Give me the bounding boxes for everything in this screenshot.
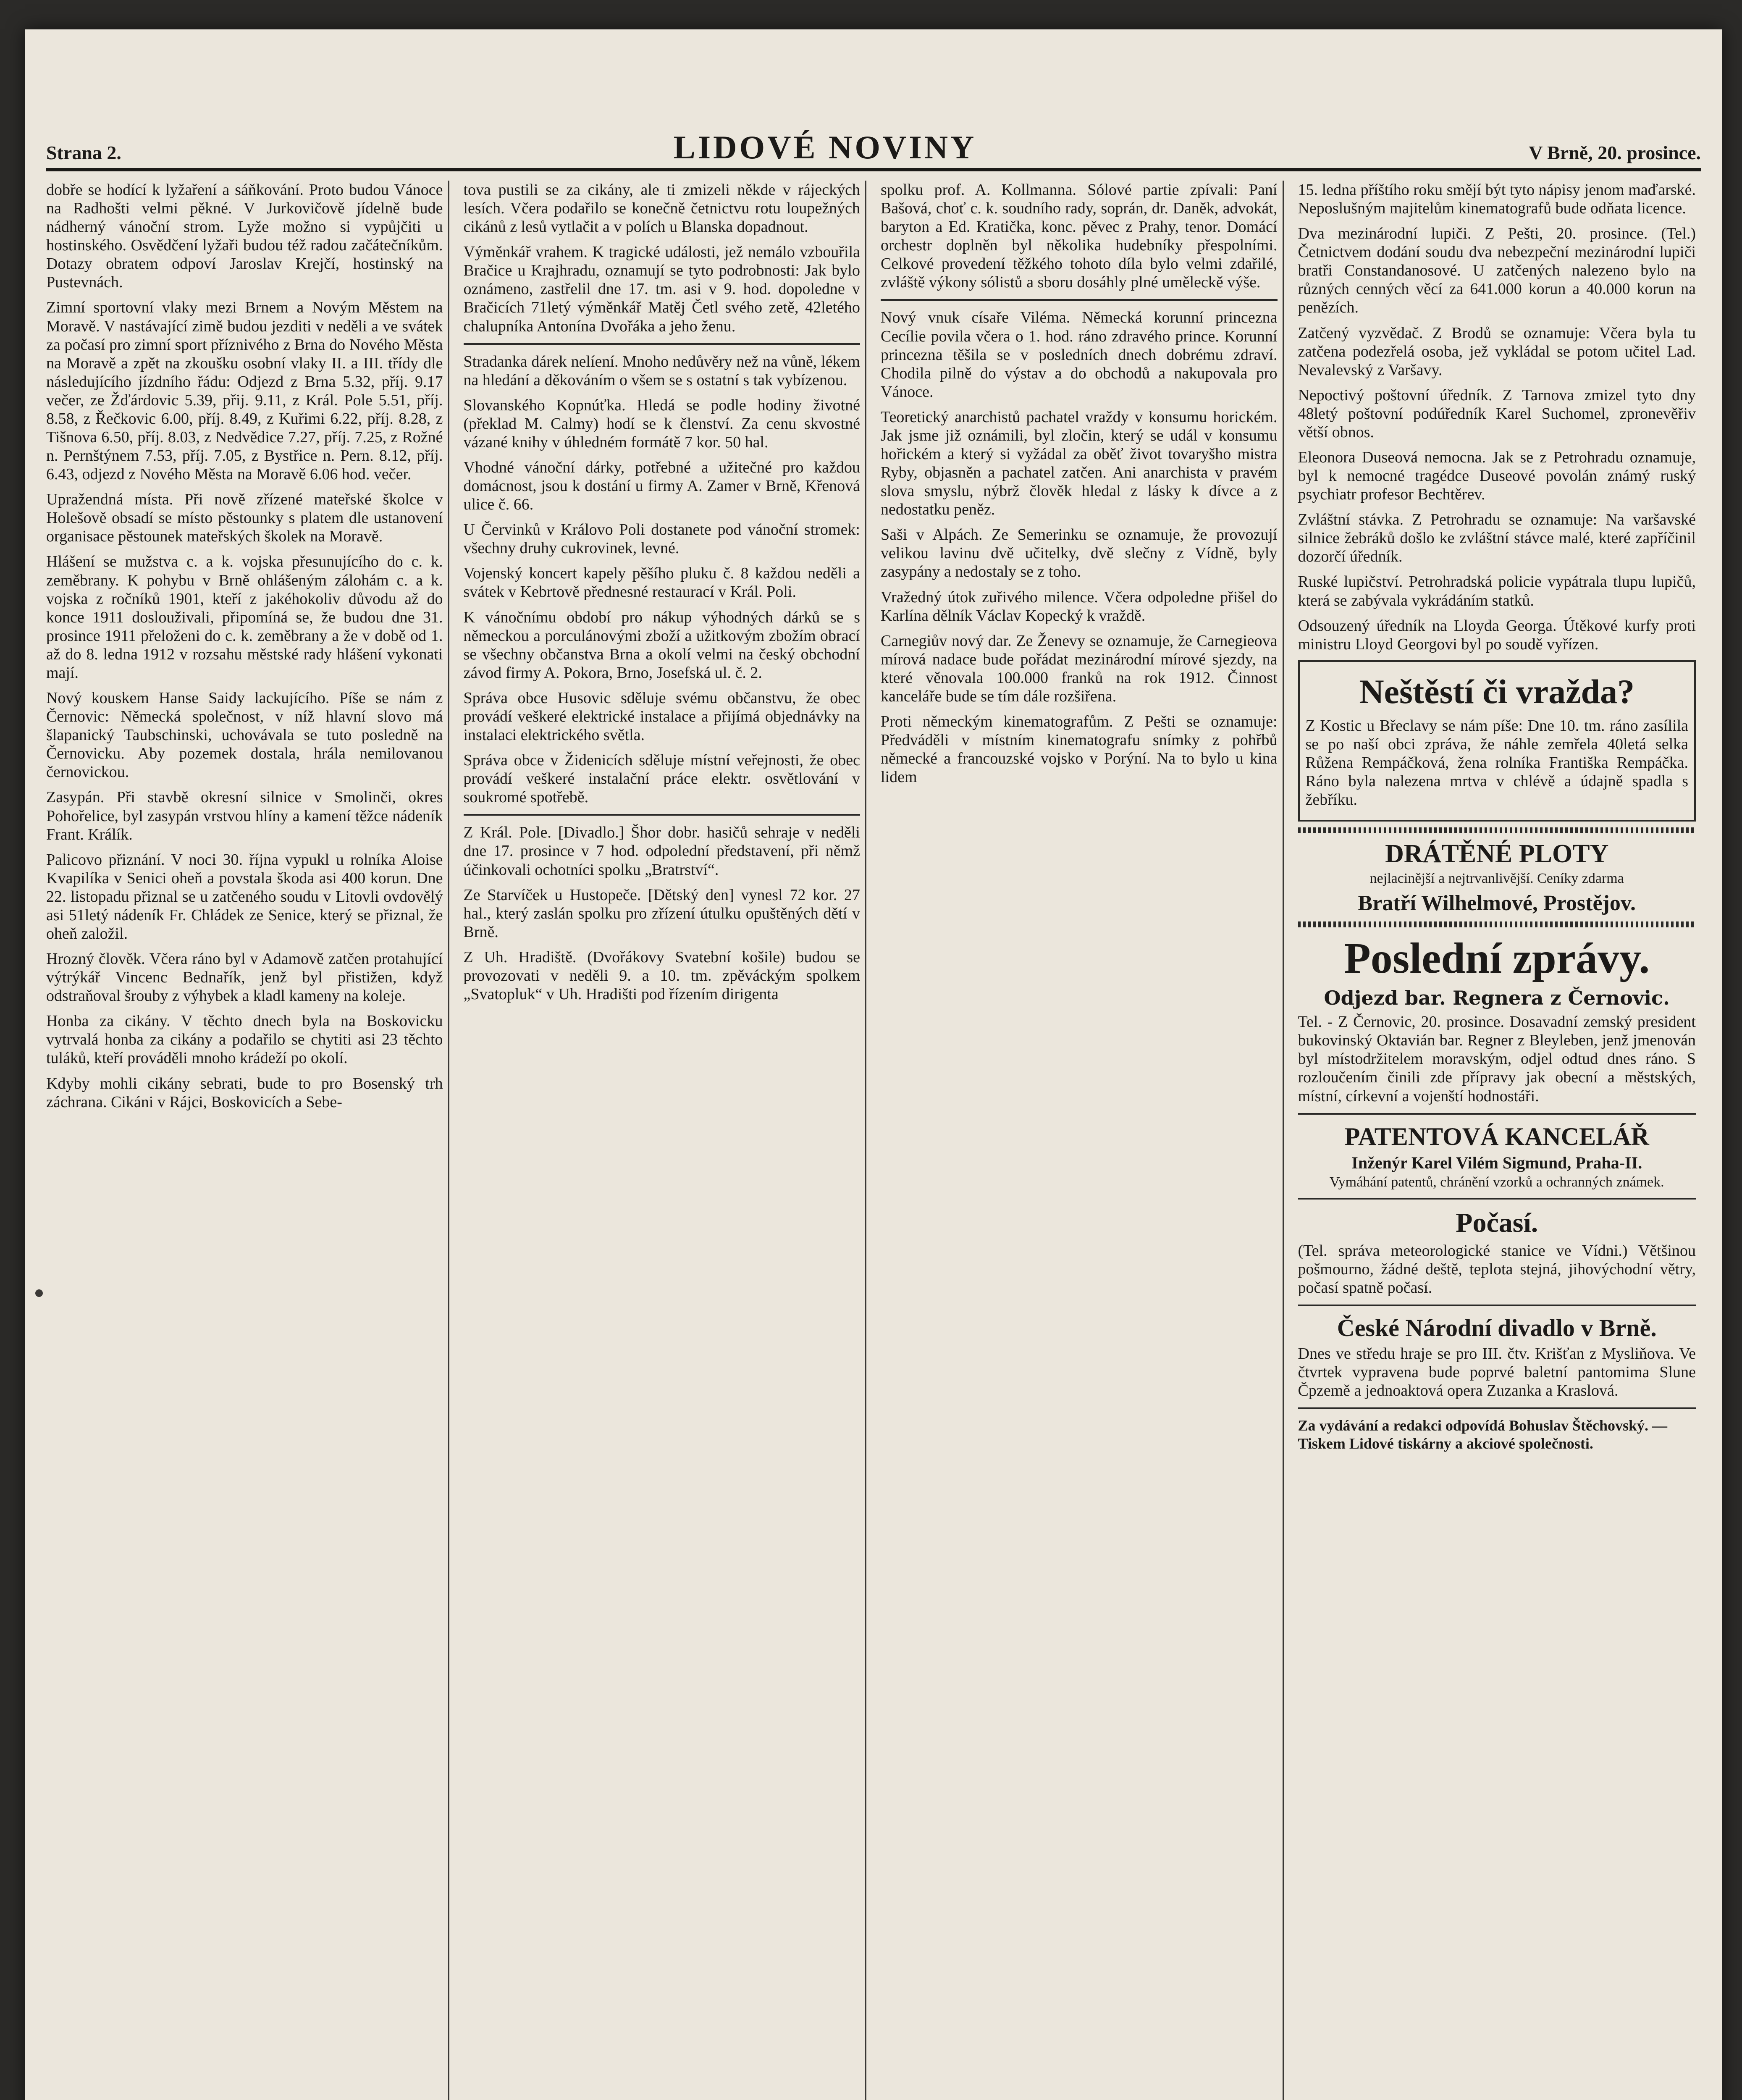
- page-header: [46, 126, 1701, 171]
- divider: [464, 814, 861, 816]
- article-paragraph: U Červinků v Královo Poli dostanete pod vánoční stromek: všechny druhy cukrovinek, levné.: [463, 521, 860, 557]
- article-paragraph: Ze Starvíček u Hustopeče. [Dětský den] vynesl 72 kor. 27 hal., který zaslán spolku pro zřízení útulku opuštěných dětí v Brně.: [463, 886, 860, 941]
- article-columns: [46, 181, 1701, 2100]
- article-paragraph: dobře se hodící k lyžaření a sáňkování. Proto budou Vánoce na Radhošti velmi pěkné. V Jurkovičově jídelně bude nádherný vánoční strom. Lyže možno si vypůjčiti u hostinského. Osvědčení lyžaři budou též radou začátečníkům. Dotazy obratem odpoví Jaroslav Krejčí, hostinský na Pustevnách.: [46, 181, 443, 291]
- article-paragraph: Saši v Alpách. Ze Semerinku se oznamuje, že provozují velikou lavinu dvě učitelky, dvě slečny z Vídně, byly zasypány a nedostaly se z toho.: [881, 526, 1278, 581]
- column-2: [464, 181, 867, 2100]
- article-paragraph: 15. ledna příštího roku smějí být tyto nápisy jenom maďarské. Neposlušným majitelům kinematografů bude odňata licence.: [1298, 181, 1696, 218]
- hatched-divider: [1298, 921, 1696, 927]
- column-3: [881, 181, 1284, 2100]
- article-paragraph: Vojenský koncert kapely pěšího pluku č. 8 každou neděli a svátek v Kebrtově přednesné restaurací v Král. Poli.: [463, 564, 860, 601]
- ad-fences-note: nejlacinější a nejtrvanlivější. Ceníky zdarma: [1369, 871, 1624, 887]
- article-paragraph: Proti německým kinematografům. Z Pešti se oznamuje: Předváděli v místním kinematografu snímky z pohřbů německé a francouzské vojsko v Porýní. Na to bylo u kina lidem: [881, 713, 1278, 786]
- article-paragraph: Nový kouskem Hanse Saidy lackujícího. Píše se nám z Černovic: Německá společnost, v níž hlavní slovo má šlapanický Taubschinski, uchovávala se tuto posledně na Černovicku. Aby pozemek dostala, hrála nemilovanou černovickou.: [46, 689, 443, 781]
- article-paragraph: Kdyby mohli cikány sebrati, bude to pro Bosenský trh záchrana. Cikáni v Rájci, Boskovicích a Sebe-: [46, 1074, 443, 1111]
- article-paragraph: Upražendná místa. Při nově zřízené mateřské školce v Holešově obsadí se místo pěstounky s platem dle ustanovení organisace pěstounek mateřských školek na Moravě.: [46, 491, 443, 546]
- article-paragraph: Zasypán. Při stavbě okresní silnice v Smolinči, okres Pohořelice, byl zasypán vrstvou hlíny a kamení těžce nádeník Frant. Králík.: [46, 788, 443, 843]
- divider: [881, 299, 1278, 301]
- weather-headline: Počasí.: [1456, 1207, 1538, 1238]
- article-paragraph: Zvláštní stávka. Z Petrohradu se oznamuje: Na varšavské silnice žebráků došlo ke zvláštní stávce malé, které zapříčinil dozorčí úředník.: [1298, 511, 1696, 566]
- article-paragraph: Teoretický anarchistů pachatel vraždy v konsumu horickém. Jak jsme již oznámili, byl zločin, který se udál v konsumu hořickém a který si vyžádal za oběť život tovaryšho mistra Ryby, objasněn a pachatel zatčen. Ani anarchista v pravém slova smyslu, nýbrž člověk hledal z lásky k dívce a z nedostatku peněz.: [881, 408, 1278, 519]
- neshtesti-text: Z Kostic u Břeclavy se nám píše: Dne 10. tm. ráno zasílila se po naší obci zpráva, že náhle zemřela 40letá selka Růžena Rempáčková, žena rolníka Františka Rempáčka. Ráno byla nalezena mrtva v chlévě a údajně spadla s žebříku.: [1305, 717, 1688, 809]
- column-1: [46, 181, 449, 2100]
- article-paragraph: Výměnkář vrahem. K tragické události, jež nemálo vzbouřila Bračice u Krajhradu, oznamují se tyto podrobnosti: Jak bylo oznámeno, zastřelil dne 17. tm. asi v 9. hod. dopoledne v Bračicích 71letý výměnkář Matěj Četl svého zetě, 42letého chalupníka Antonína Dvořáka a jeho ženu.: [463, 243, 860, 335]
- article-paragraph: Hlášení se mužstva c. a k. vojska přesunujícího do c. k. zeměbrany. K pohybu v Brně ohlášeným zálohám c. a k. vojska z ročníků 1901, kteří z jakéhokoliv důvodu až do konce 1911 doslouživali, připomíná se, že budou dne 31. prosince 1911 přeloženi do c. k. zeměbrany a že v době od 1. až do 8. ledna 1912 v rozsahu městské rady hlášení vykonati mají.: [46, 553, 443, 682]
- last-news-subheadline: Odjezd bar. Regnera z Černovic.: [1324, 987, 1670, 1010]
- article-paragraph: Správa obce Husovic sděluje svému občanstvu, že obec provádí veškeré elektrické instalace a přijímá objednávky na instalaci elektrického světla.: [463, 689, 860, 744]
- ad-fences-title: DRÁTĚNÉ PLOTY: [1385, 840, 1609, 869]
- divider: [1298, 1407, 1696, 1409]
- article-paragraph: Eleonora Duseová nemocna. Jak se z Petrohradu oznamuje, byl k nemocné tragédce Duseové povolán známý ruský psychiatr profesor Bechtěrev.: [1298, 449, 1696, 504]
- patent-office-services: Vymáhání patentů, chránění vzorků a ochranných známek.: [1329, 1174, 1664, 1190]
- newspaper-page: [25, 29, 1722, 2100]
- issue-date: V Brně, 20. prosince.: [1529, 142, 1701, 163]
- article-paragraph: Carnegiův nový dar. Ze Ženevy se oznamuje, že Carnegieova mírová nadace bude pořádat mezinárodní mírové sjezdy, na které věnovala 100.000 franků na rok 1912. Činnost kanceláře bude se tím dále rozšiřena.: [881, 632, 1278, 705]
- article-paragraph: Zatčený vyzvědač. Z Brodů se oznamuje: Včera byla tu zatčena podezřelá osoba, jež vykládal se potom učitel Lad. Nevalevský z Varšavy.: [1298, 324, 1696, 379]
- article-paragraph: Stradanka dárek nelíení. Mnoho nedůvěry než na vůně, lékem na hledání a děkováním o všem se s ostatní s tak vybízenou.: [463, 352, 860, 389]
- article-paragraph: Zimní sportovní vlaky mezi Brnem a Novým Městem na Moravě. V nastávající zimě budou jezditi v neděli a ve svátek za počasí pro zimní sport příznivého z Brna do Nového Města na Moravě a zpět na zkoušku osobní vlaky II. a III. třídy dle následujícího jízdního řádu: Odjezd z Brna 5.32, příj. 9.17 večer, ze Žďárdovic 5.39, přij. 9.11, z Král. Pole 5.51, příj. 8.58, z Řečkovic 6.00, příj. 8.49, z Kuřimi 6.22, příj. 8.28, z Tišnova 6.50, příj. 8.03, z Nedvědice 7.27, příj. 7.25, z Rožné n. Pernštýnem 7.53, příj. 7.05, z Bystřice n. Pern. 8.12, příj. 6.43, odjezd z Nového Města na Moravě 6.06 hod. večer.: [46, 299, 443, 483]
- patent-office-owner: Inženýr Karel Vilém Sigmund, Praha-II.: [1351, 1153, 1642, 1172]
- article-paragraph: Vhodné vánoční dárky, potřebné a užitečné pro každou domácnost, jsou k dostání u firmy A. Zamer v Brně, Křenová ulice č. 66.: [463, 459, 860, 514]
- article-paragraph: Dva mezinárodní lupiči. Z Pešti, 20. prosince. (Tel.) Četnictvem dodání soudu dva nebezpeční mezinárodní lupiči bratři Constandanosové. U zatčených nalezeno bylo na různých cenných věcí za 641.000 korun a 40.000 korun na penězích.: [1298, 225, 1696, 317]
- ad-fences-company: Bratří Wilhelmové, Prostějov.: [1358, 891, 1636, 916]
- article-paragraph: Hrozný člověk. Včera ráno byl v Adamově zatčen protahující výtrýkář Vincenc Bednařík, jenž byl přistižen, když odstraňoval šrouby z výhybek a kladl kameny na koleje.: [46, 950, 443, 1005]
- newspaper-title: LIDOVÉ NOVINY: [673, 129, 977, 165]
- article-paragraph: spolku prof. A. Kollmanna. Sólové partie zpívali: Paní Bašová, choť c. k. soudního rady, soprán, dr. Daněk, advokát, baryton a Ed. Kratička, konc. pěvec z Prahy, tenor. Domácí orchestr doplněn byl několika hudebníky přespolními. Celkové provedení těžkého tohoto díla bylo velmi zdařilé, zvláště výkony sólistů a sboru dosáhly plné uměleckě výše.: [881, 181, 1278, 291]
- hatched-divider: [1298, 827, 1696, 833]
- article-paragraph: tova pustili se za cikány, ale ti zmizeli někde v rájeckých lesích. Včera podařilo se konečně četnictvu rotu loupežných cikánů z lesů vytlačit a v polích u Blanska dopadnout.: [463, 181, 860, 236]
- article-paragraph: Honba za cikány. V těchto dnech byla na Boskovicku vytrvalá honba za cikány a podařilo se chytiti asi 23 těchto tuláků, kteří prováděli mnoho krádeží po okolí.: [46, 1012, 443, 1067]
- neshtesti-headline: Neštěstí či vražda?: [1359, 672, 1635, 711]
- article-paragraph: Palicovo přiznání. V noci 30. října vypukl u rolníka Aloise Kvapilíka v Senici oheň a povstala škoda asi 400 korun. Dne 22. listopadu přiznal se u zatčeného soudu v Litovli ovdovělý asi 51letý nádeník Fr. Chládek ze Senice, který se přiznal, že oheň založil.: [46, 850, 443, 942]
- scan-hole-mark: [35, 1289, 43, 1297]
- article-paragraph: Slovanského Kopnúťka. Hledá se podle hodiny životné (překlad M. Calmy) hodí se k členství. Za cenu skvostné vázané knihy v úhledném formátě 7 kor. 50 hal.: [463, 396, 860, 451]
- article-paragraph: Nepoctivý poštovní úředník. Z Tarnova zmizel tyto dny 48letý poštovní podúředník Karel Suchomel, zpronevěřiv větší obnos.: [1298, 386, 1696, 441]
- divider: [1298, 1305, 1696, 1306]
- neshtesti-box: [1298, 660, 1696, 822]
- patent-office-title: PATENTOVÁ KANCELÁŘ: [1344, 1122, 1649, 1150]
- last-news-text: Tel. - Z Černovic, 20. prosince. Dosavadní zemský president bukovinský Oktavián bar. Regner z Bleyleben, jenž jmenován byl místodržitelem moravským, odjel odtud dnes ráno. S rozloučením činili zde přípravy jak obecní a městských, místní, církevní a vojenští hodnostáři.: [1298, 1013, 1696, 1105]
- article-paragraph: Správa obce v Židenicích sděluje místní veřejnosti, že obec provádí veškeré instalační práce elektr. osvětlování v soukromé spotřebě.: [463, 751, 860, 806]
- article-paragraph: Odsouzený úředník na Lloyda Georga. Útěkové kurfy proti ministru Lloyd Georgovi byl po soudě vyřízen.: [1298, 617, 1696, 653]
- theatre-text: Dnes ve středu hraje se pro III. čtv. Krišťan z Mysliňova. Ve čtvrtek vypravena bude poprvé baletní pantomima Slune Čpzemě a jednoaktová opera Zuzanka a Kraslová.: [1298, 1344, 1696, 1399]
- divider: [1298, 1113, 1696, 1115]
- theatre-headline: České Národní divadlo v Brně.: [1337, 1314, 1657, 1341]
- divider: [464, 343, 861, 345]
- article-paragraph: Z Uh. Hradiště. (Dvořákovy Svatební košile) budou se provozovati v neděli 9. a 10. tm. zpěváckým spolkem „Svatopluk“ v Uh. Hradišti pod řízením dirigenta: [463, 948, 860, 1003]
- page-number: Strana 2.: [46, 142, 121, 163]
- column-4: [1298, 181, 1701, 2100]
- weather-text: (Tel. správa meteorologické stanice ve Vídni.) Většinou pošmourno, žádné deště, teplota stejná, jihovýchodní větry, počasí spatně počasí.: [1298, 1242, 1696, 1297]
- article-paragraph: Nový vnuk císaře Viléma. Německá korunní princezna Cecílie povila včera o 1. hod. ráno zdravého prince. Korunní princezna těšila se v posledních dnech dobrému zdraví. Chodila pilně do výstav a do obchodů a nakupovala pro Vánoce.: [881, 309, 1278, 401]
- article-paragraph: Ruské lupičství. Petrohradská policie vypátrala tlupu lupičů, která se zabývala vykrádáním statků.: [1298, 573, 1696, 609]
- imprint: Za vydávání a redakci odpovídá Bohuslav Štěchovský. — Tiskem Lidové tiskárny a akciové společnosti.: [1298, 1417, 1668, 1452]
- article-paragraph: K vánočnímu období pro nákup výhodných dárků se s německou a porculánovými zboží a užitkovým zbožím obrací se všechny občanstva Brna a okolí velmi na český obchodní závod firmy A. Pokora, Brno, Josefská ul. č. 2.: [463, 608, 860, 682]
- last-news-headline: Poslední zprávy.: [1344, 934, 1650, 983]
- article-paragraph: Z Král. Pole. [Divadlo.] Šhor dobr. hasičů sehraje v neděli dne 17. prosince v 7 hod. odpolední představení, při němž účinkovali ochotníci spolku „Bratrství“.: [463, 824, 860, 879]
- article-paragraph: Vražedný útok zuřivého milence. Včera odpoledne přišel do Karlína dělník Václav Kopecký k vraždě.: [881, 588, 1278, 625]
- divider: [1298, 1198, 1696, 1200]
